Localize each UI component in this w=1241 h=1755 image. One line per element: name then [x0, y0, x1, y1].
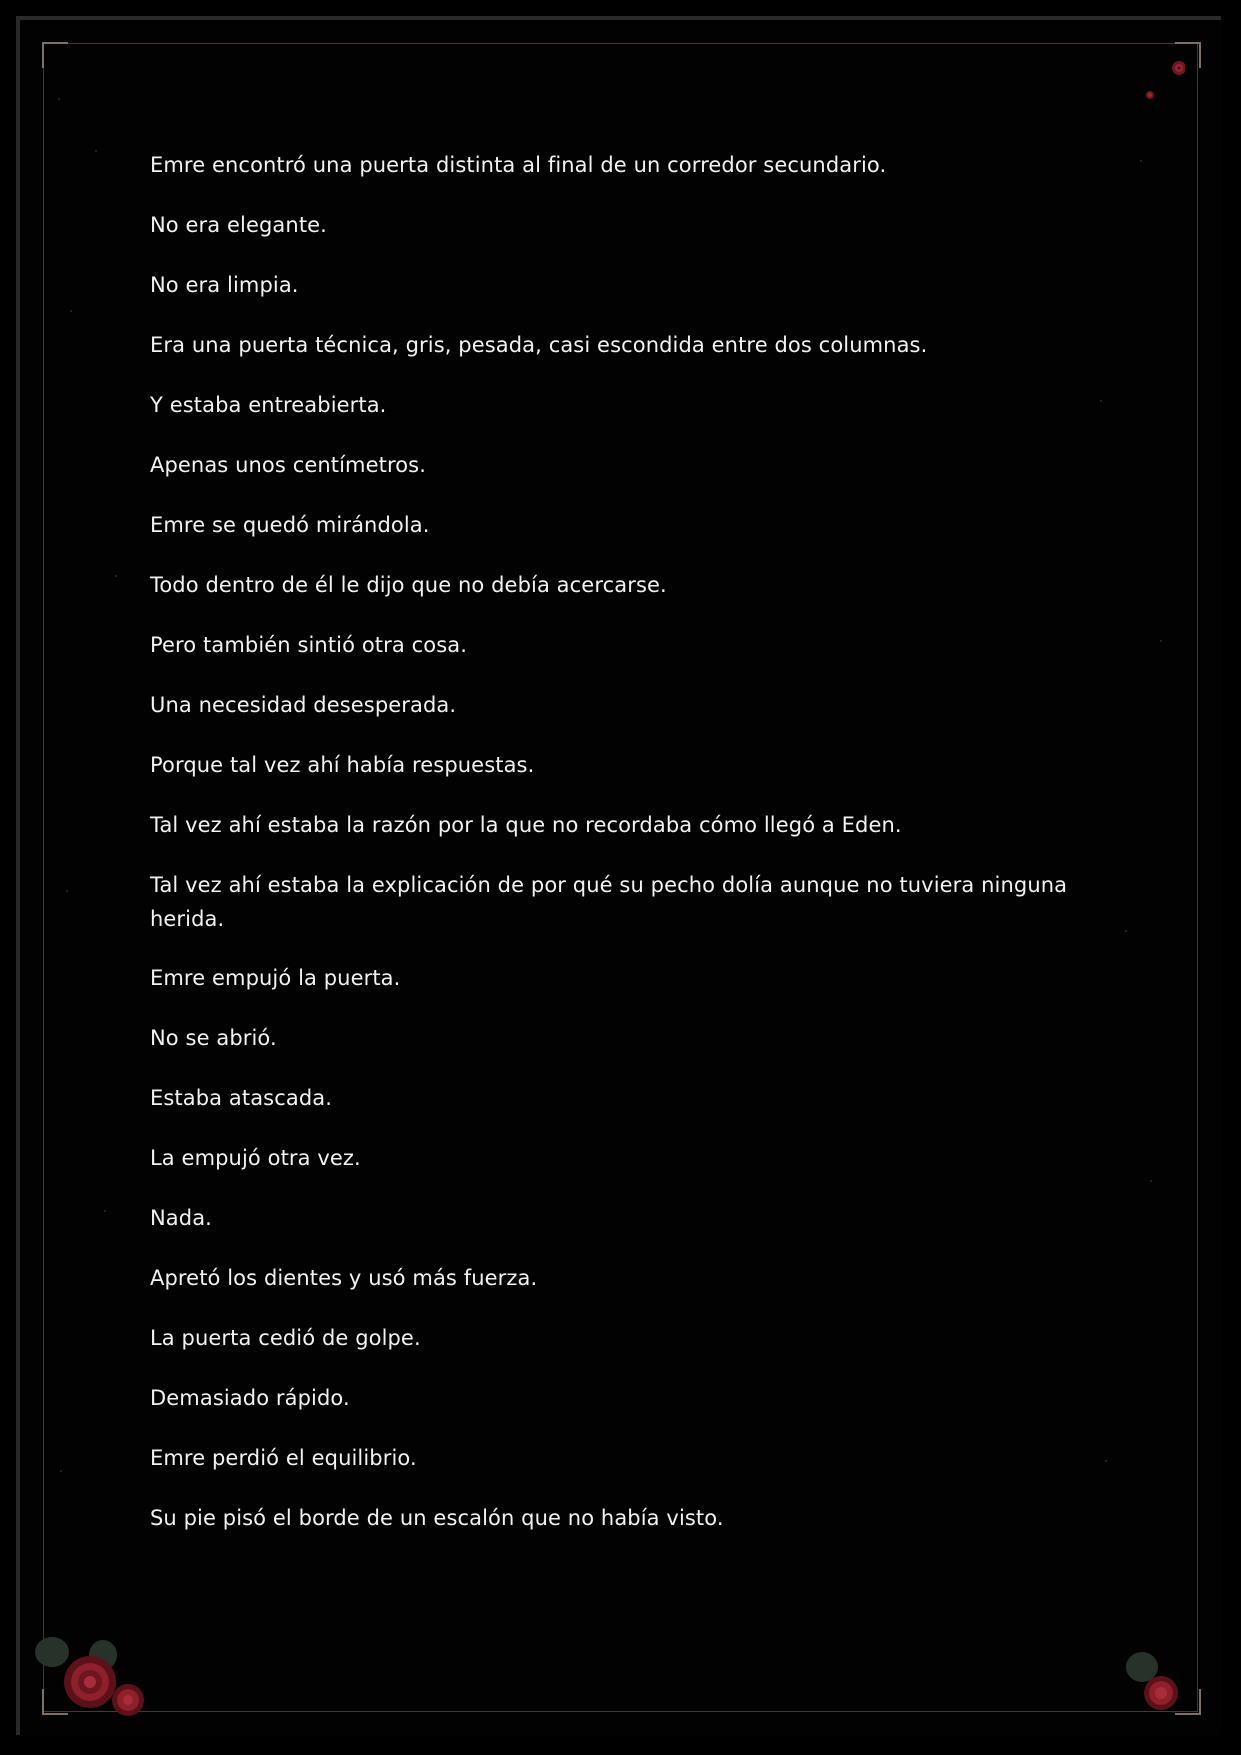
- rose-ornament-bottom-left: [28, 1630, 158, 1720]
- paragraph: Todo dentro de él le dijo que no debía acercarse.: [150, 573, 667, 597]
- paragraph: Apretó los dientes y usó más fuerza.: [150, 1266, 538, 1290]
- paragraph: Nada.: [150, 1206, 212, 1230]
- rose-ornament-bottom-right: [1115, 1645, 1190, 1720]
- corner-ornament-top-left: [42, 42, 68, 68]
- rose-ornament-top-right: [1135, 52, 1185, 102]
- speck: [104, 1210, 106, 1212]
- paragraph: Tal vez ahí estaba la razón por la que no recordaba cómo llegó a Eden.: [150, 813, 902, 837]
- paragraph: Emre se quedó mirándola.: [150, 513, 430, 537]
- paragraph: Era una puerta técnica, gris, pesada, casi escondida entre dos columnas.: [150, 333, 928, 357]
- paragraph: La puerta cedió de golpe.: [150, 1326, 421, 1350]
- paragraph: No era elegante.: [150, 213, 327, 237]
- paragraph: Y estaba entreabierta.: [150, 393, 387, 417]
- story-text: [150, 148, 1080, 1561]
- speck: [1160, 640, 1162, 642]
- speck: [115, 575, 117, 577]
- paragraph: La empujó otra vez.: [150, 1146, 361, 1170]
- speck: [1150, 1180, 1152, 1182]
- speck: [70, 310, 72, 312]
- paragraph: Pero también sintió otra cosa.: [150, 633, 467, 657]
- paragraph: Tal vez ahí estaba la explicación de por qué su pecho dolía aunque no tuviera ninguna herida.: [150, 873, 1068, 931]
- paragraph: Una necesidad desesperada.: [150, 693, 457, 717]
- speck: [60, 1470, 62, 1472]
- paragraph: Demasiado rápido.: [150, 1386, 350, 1410]
- paragraph: Porque tal vez ahí había respuestas.: [150, 753, 535, 777]
- paragraph: Emre empujó la puerta.: [150, 966, 401, 990]
- paragraph: No era limpia.: [150, 273, 299, 297]
- speck: [66, 890, 68, 892]
- speck: [1100, 400, 1102, 402]
- paragraph: Emre encontró una puerta distinta al final de un corredor secundario.: [150, 153, 887, 177]
- paragraph: Emre perdió el equilibrio.: [150, 1446, 417, 1470]
- speck: [95, 150, 97, 152]
- speck: [1105, 1460, 1107, 1462]
- speck: [1140, 160, 1142, 162]
- paragraph: Apenas unos centímetros.: [150, 453, 426, 477]
- paragraph: Su pie pisó el borde de un escalón que no había visto.: [150, 1506, 724, 1530]
- speck: [1125, 930, 1127, 932]
- paragraph: No se abrió.: [150, 1026, 277, 1050]
- speck: [58, 98, 60, 100]
- paragraph: Estaba atascada.: [150, 1086, 332, 1110]
